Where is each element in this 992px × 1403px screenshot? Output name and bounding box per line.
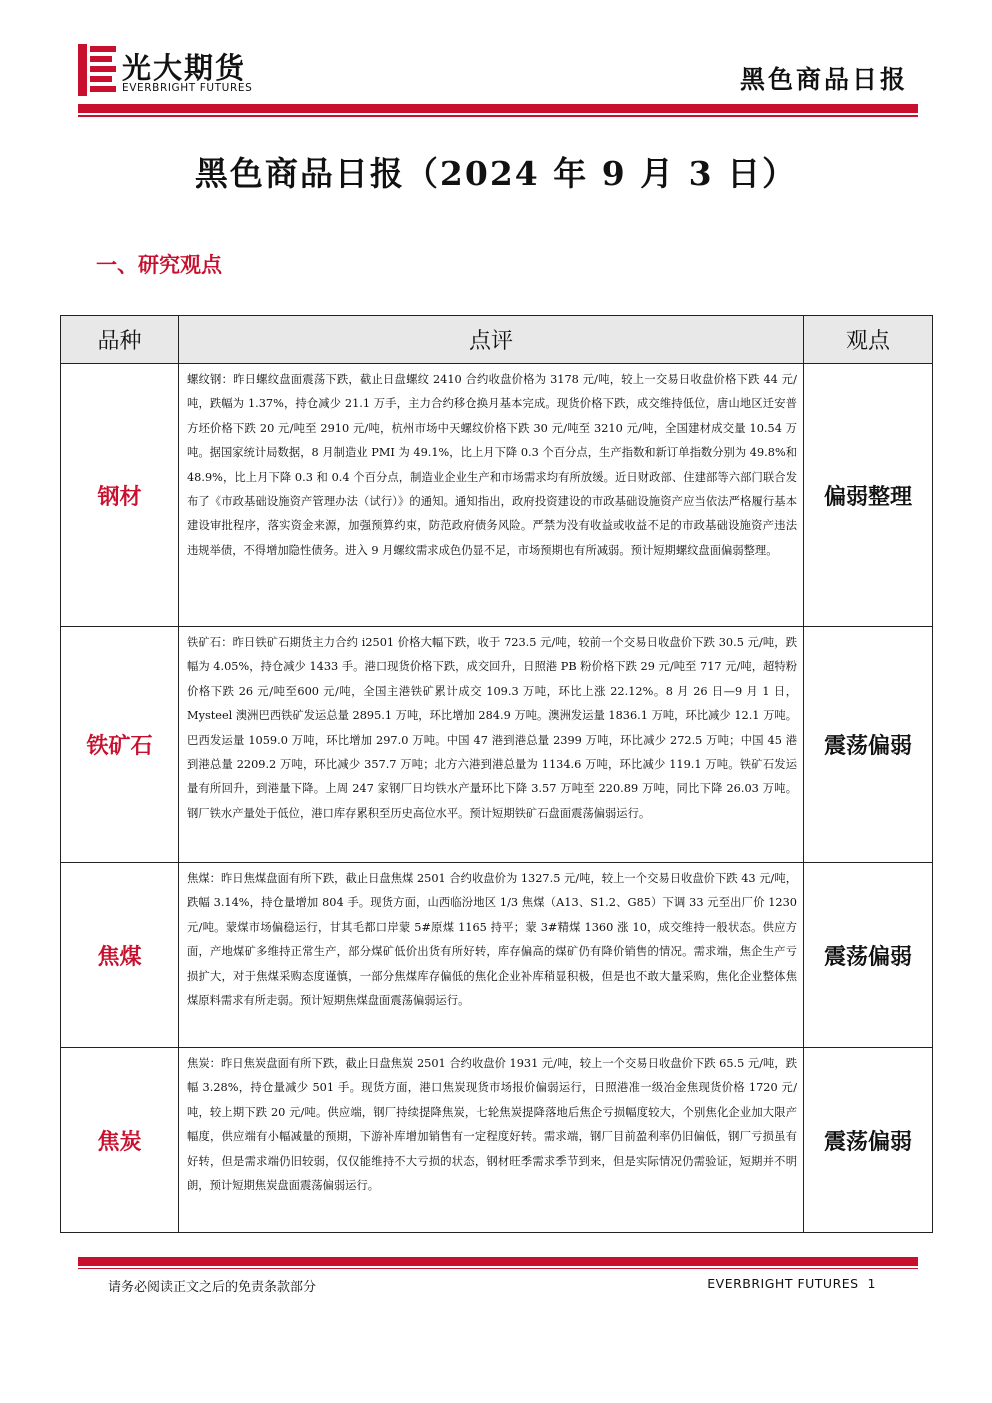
header-divider — [78, 104, 918, 113]
document-title: 黑色商品日报（2024 年 9 月 3 日） — [194, 154, 798, 193]
table-row — [61, 863, 933, 1048]
variety-comment: 焦煤：昨日焦煤盘面有所下跌，截止日盘焦煤 2501 合约收盘价为 1327.5 元/吨，较上一个交易日收盘价下跌 43 元/吨，跌幅 3.14%，持仓量增加 804 手。现货方面，山西临汾地区 1/3 焦煤（A13、S1.2、G85）下调 33 元至出厂价 1230 元/吨。蒙煤市场偏稳运行，甘其毛都口岸蒙 5#原煤 1165 持平；蒙 3#精煤 1360 涨 10，成交维持一般状态。供应方面，产地煤矿多维持正常生产，部分煤矿低价出货有所好转，库存偏高的煤矿仍有降价销售的情况。需求端，焦企生产亏损扩大，对于焦煤采购态度谨慎，一部分焦煤库存偏低的焦化企业补库稍显积极，但是也不敢大量采购，焦化企业整体焦煤原料需求有所走弱。预计短期焦煤盘面震荡偏弱运行。 — [179, 863, 804, 1048]
table-row — [61, 1048, 933, 1233]
column-header-comment: 点评 — [179, 316, 804, 364]
variety-comment: 铁矿石：昨日铁矿石期货主力合约 i2501 价格大幅下跌，收于 723.5 元/吨，较前一个交易日收盘价下跌 30.5 元/吨，跌幅为 4.05%，持仓减少 1433 手。港口现货价格下跌，成交回升，日照港 PB 粉价格下跌 29 元/吨至 717 元/吨，超特粉价格下跌 26 元/吨至600 元/吨，全国主港铁矿累计成交 109.3 万吨，环比上涨 22.12%。8 月 26 日—9 月 1 日，Mysteel 澳洲巴西铁矿发运总量 2895.1 万吨，环比增加 284.9 万吨。澳洲发运量 1836.1 万吨，环比减少 12.1 万吨。巴西发运量 1059.0 万吨，环比增加 297.0 万吨。中国 47 港到港总量 2399 万吨，环比减少 272.5 万吨；中国 45 港到港总量 2209.2 万吨，环比减少 357.7 万吨；北方六港到港总量为 1134.6 万吨，环比减少 119.1 万吨。铁矿石发运量有所回升，到港量下降。上周 247 家钢厂日均铁水产量环比下降 3.57 万吨至 220.89 万吨，同比下降 26.03 万吨。钢厂铁水产量处于低位，港口库存累积至历史高位水平。预计短期铁矿石盘面震荡偏弱运行。 — [179, 627, 804, 863]
footer-divider-thin — [78, 1268, 918, 1269]
column-header-variety: 品种 — [61, 316, 179, 364]
variety-view: 偏弱整理 — [804, 364, 933, 627]
column-header-view: 观点 — [804, 316, 933, 364]
variety-view: 震荡偏弱 — [804, 863, 933, 1048]
variety-comment: 焦炭：昨日焦炭盘面有所下跌，截止日盘焦炭 2501 合约收盘价 1931 元/吨，较上一个交易日收盘价下跌 65.5 元/吨，跌幅 3.28%，持仓量减少 501 手。现货方面，港口焦炭现货市场报价偏弱运行，日照港准一级冶金焦现货价格 1720 元/吨，较上期下跌 20 元/吨。供应端，钢厂持续提降焦炭，七轮焦炭提降落地后焦企亏损幅度较大，个别焦化企业加大限产幅度，供应端有小幅减量的预期，下游补库增加销售有一定程度好转。需求端，钢厂目前盈利率仍旧偏低，钢厂亏损虽有好转，但是需求端仍旧较弱，仅仅能维持不大亏损的状态，钢材旺季需求季节到来，但是实际情况仍需验证，短期并不明朗，预计短期焦炭盘面震荡偏弱运行。 — [179, 1048, 804, 1233]
variety-view: 震荡偏弱 — [804, 1048, 933, 1233]
section-heading: 一、研究观点 — [96, 252, 222, 277]
footer-brand-page — [707, 1276, 876, 1291]
variety-name: 焦煤 — [61, 863, 179, 1048]
header-divider-thin — [78, 115, 918, 117]
table-row — [61, 364, 933, 627]
brand-name: 光大期货 — [122, 51, 247, 85]
footer-divider — [78, 1257, 918, 1266]
brand-english-name: EVERBRIGHT FUTURES — [122, 82, 253, 94]
table-row — [61, 627, 933, 863]
table-header-row — [61, 316, 933, 364]
variety-view: 震荡偏弱 — [804, 627, 933, 863]
variety-comment: 螺纹钢：昨日螺纹盘面震荡下跌，截止日盘螺纹 2410 合约收盘价格为 3178 元/吨，较上一交易日收盘价格下跌 44 元/吨，跌幅为 1.37%，持仓减少 21.1 万手，主力合约移仓换月基本完成。现货价格下跌，成交维持低位，唐山地区迁安普方坯价格下跌 20 元/吨至 2910 元/吨，杭州市场中天螺纹价格下跌 30 元/吨至 3210 元/吨，全国建材成交量 10.54 万吨。据国家统计局数据，8 月制造业 PMI 为 49.1%，比上月下降 0.3 个百分点，生产指数和新订单指数分别为 49.8%和 48.9%，比上月下降 0.3 和 0.4 个百分点，制造业企业生产和市场需求均有所放缓。近日财政部、住建部等六部门联合发布了《市政基础设施资产管理办法（试行）》的通知。通知指出，政府投资建设的市政基础设施资产应当依法严格履行基本建设审批程序，落实资金来源，加强预算约束，防范政府债务风险。严禁为没有收益或收益不足的市政基础设施资产违法违规举债，不得增加隐性债务。进入 9 月螺纹需求成色仍显不足，市场预期也有所减弱。预计短期螺纹盘面偏弱整理。 — [179, 364, 804, 627]
variety-name: 铁矿石 — [61, 627, 179, 863]
everbright-logo-icon — [78, 44, 116, 96]
research-view-table — [60, 315, 933, 1233]
brand-logo — [78, 44, 278, 100]
page-number: 1 — [867, 1276, 876, 1291]
footer-disclaimer: 请务必阅读正文之后的免责条款部分 — [108, 1280, 317, 1295]
variety-name: 焦炭 — [61, 1048, 179, 1233]
header-report-name: 黑色商品日报 — [739, 65, 908, 94]
footer-brand: EVERBRIGHT FUTURES — [707, 1276, 859, 1291]
variety-name: 钢材 — [61, 364, 179, 627]
